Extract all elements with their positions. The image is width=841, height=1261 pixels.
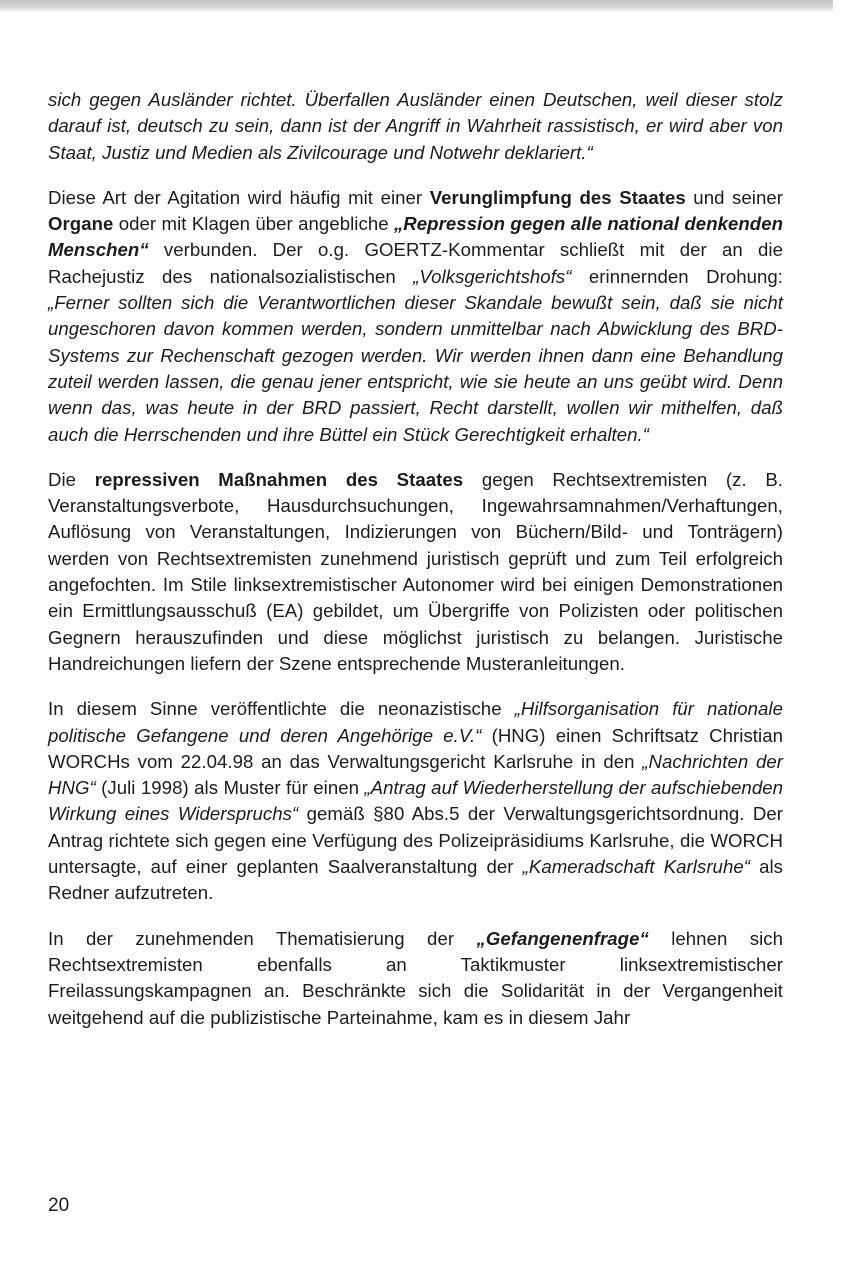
text-run: als Redner aufzutreten.	[48, 856, 784, 904]
text-run: verbunden. Der o.g. GOERTZ-Kommentar schließt mit der an die Rachejustiz des nationalsozialistischen	[48, 239, 783, 287]
quote-threat: „Ferner sollten sich die Verantwortlichen dieser Skandale bewußt sein, daß sie nicht ungeschoren davon kommen werden, sondern unmittelbar nach Abwicklung des BRD-Systems zur Rechenschaft gezogen werden. Wir werden ihnen dann eine Behandlung zuteil werden lassen, die genau jener entspricht, wie sie heute an uns geübt wird. Denn wenn das, was heute in der BRD passiert, Recht darstellt, wollen wir mithelfen, daß auch die Herrschenden und ihre Büttel ein Stück Gerechtigkeit erhalten.“	[48, 292, 783, 445]
text-run: lehnen sich Rechtsextremisten ebenfalls an Taktikmuster linksextremistischer Freilassungskampagnen an. Beschränkte sich die Solidarität in der Vergangenheit weitgehend auf die publizistische Parteinahme, kam es in diesem Jahr	[48, 927, 783, 1028]
text-run: und seiner	[685, 186, 783, 208]
quote-nachrichten: „Nachrichten der HNG“	[48, 750, 783, 799]
paragraph-3	[48, 467, 783, 677]
paragraph-5	[48, 926, 783, 1031]
text-run: gegen Rechtsextremisten (z. B. Veranstaltungsverbote, Hausdurchsuchungen, Ingewahrsamnahmen/Verhaftungen, Auflösung von Veranstaltungen, Indizierungen von Büchern/Bild- und Tonträgern) werden von Rechtsextremisten zunehmend juristisch geprüft und zum Teil erfolgreich angefochten. Im Stile linksextremistischer Autonomer wird bei einigen Demonstrationen ein Ermittlungsausschuß (EA) gebildet, um Übergriffe von Polizisten oder politischen Gegnern herauszufinden und diese möglichst juristisch zu belangen. Juristische Handreichungen liefern der Szene entsprechende Musteranleitungen.	[48, 468, 783, 674]
page-number: 20	[48, 1195, 70, 1216]
emphasis-repressive-measures: repressiven Maßnahmen des Staates	[94, 468, 464, 490]
text-run: Die	[48, 468, 95, 490]
paragraph-2	[48, 185, 783, 448]
page-body	[48, 87, 783, 1031]
emphasis-defamation-of-state: Verunglimpfung des Staates	[429, 186, 686, 208]
text-run: In der zunehmenden Thematisierung der	[48, 927, 477, 949]
text-run: (HNG) einen Schriftsatz Christian WORCHs vom 22.04.98 an das Verwaltungsgericht Karlsruhe in den	[48, 724, 783, 772]
scan-top-shadow	[0, 0, 833, 12]
text-run: erinnernden Drohung:	[571, 265, 783, 287]
quote-kameradschaft: „Kameradschaft Karlsruhe“	[522, 856, 750, 878]
text-run: oder mit Klagen über angebliche	[113, 213, 394, 235]
text-run: In diesem Sinne veröffentlichte die neonazistische	[48, 698, 515, 720]
emphasis-organs: Organe	[48, 213, 114, 235]
text-run: gemäß §80 Abs.5 der Verwaltungsgerichtsordnung. Der Antrag richtete sich gegen eine Verfügung des Polizeipräsidiums Karlsruhe, die WORCH untersagte, auf einer geplanten Saalveranstaltung der	[48, 803, 783, 878]
emphasis-repression-quote: „Repression gegen alle national denkenden Menschen“	[48, 213, 783, 261]
quote-hng: „Hilfsorganisation für nationale politische Gefangene und deren Angehörige e.V.“	[48, 698, 783, 746]
text-run: (Juli 1998) als Muster für einen	[95, 777, 365, 799]
paragraph-1-quote: sich gegen Ausländer richtet. Überfallen Ausländer einen Deutschen, weil dieser stolz darauf ist, deutsch zu sein, dann ist der Angriff in Wahrheit rassistisch, er wird aber von Staat, Justiz und Medien als Zivilcourage und Notwehr deklariert.“	[48, 89, 783, 163]
emphasis-prisoner-question: „Gefangenenfrage“	[476, 927, 649, 949]
quote-antrag: „Antrag auf Wiederherstellung der aufschiebenden Wirkung eines Widerspruchs“	[48, 777, 783, 825]
quote-volksgerichtshof: „Volksgerichtshofs“	[413, 265, 572, 287]
paragraph-1	[48, 87, 783, 166]
text-run: Diese Art der Agitation wird häufig mit einer	[48, 186, 430, 208]
paragraph-4	[48, 696, 783, 906]
